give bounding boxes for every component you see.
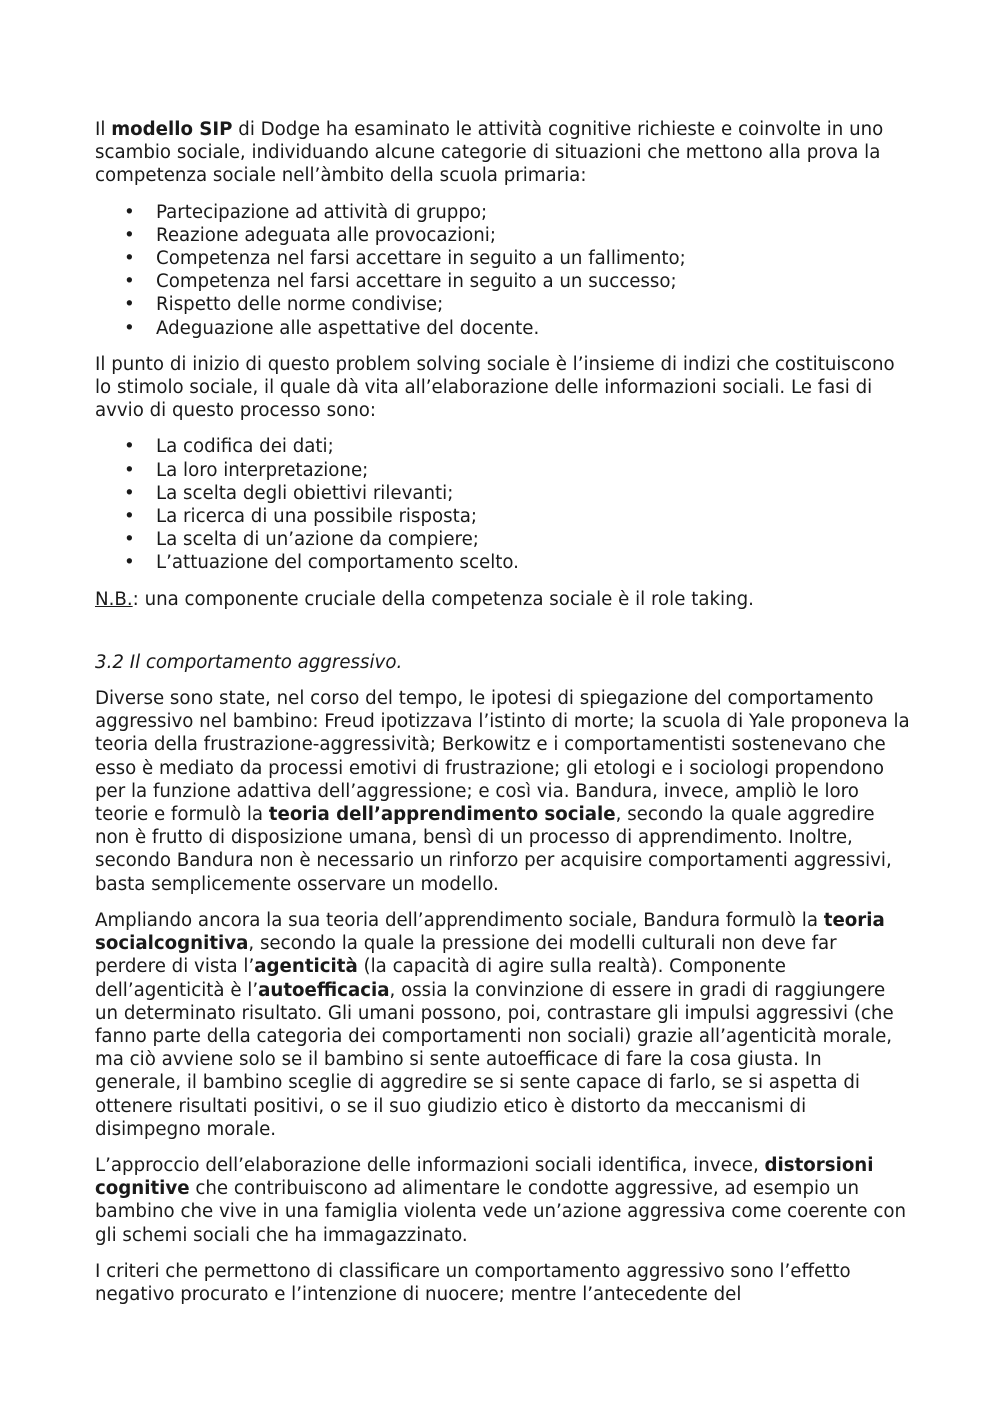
paragraph-sociocognitive: Ampliando ancora la sua teoria dell’apprendimento sociale, Bandura formulò la teoria socialcognitiva, secondo la quale la pressione dei modelli culturali non deve far perdere di vista l’agenticità (la capacità di agire sulla realtà). Componente dell’agenticità è l’autoefficacia, ossia la convinzione di essere in gradi di raggiungere un determinato risultato. Gli umani possono, poi, contrastare gli impulsi aggressivi (che fanno parte della categoria dei comportamenti non sociali) grazie all’agenticità morale, ma ciò avviene solo se il bambino si sente autoefficace di fare la cosa giusta. In generale, il bambino sceglie di aggredire se si sente capace di farlo, se si aspetta di ottenere risultati positivi, o se il suo giudizio etico è distorto da meccanismi di disimpegno morale. xyxy=(95,909,894,1140)
list-item: • Competenza nel farsi accettare in seguito a un successo; xyxy=(95,270,910,293)
document-page xyxy=(95,118,910,1319)
term-cognitive-distortions: distorsioni cognitive xyxy=(95,1154,874,1200)
list-item: • La codifica dei dati; xyxy=(95,435,910,458)
term-sociocognitive: teoria socialcognitiva xyxy=(95,909,885,955)
paragraph-cognitive-distortions: L’approccio dell’elaborazione delle informazioni sociali identifica, invece, distorsioni cognitive che contribuiscono ad alimentare le condotte aggressive, ad esempio un bambino che vive in una famiglia violenta vede un’azione aggressiva come coerente con gli schemi sociali che ha immagazzinato. xyxy=(95,1154,907,1246)
term-self-efficacy: autoefficacia xyxy=(258,979,390,1001)
list-item: • Partecipazione ad attività di gruppo; xyxy=(95,201,910,224)
list-item: • Reazione adeguata alle provocazioni; xyxy=(95,224,910,247)
paragraph-sip-model: Il modello SIP di Dodge ha esaminato le attività cognitive richieste e coinvolte in uno scambio sociale, individuando alcune categorie di situazioni che mettono alla prova la competenza sociale nell’àmbito della scuola primaria: xyxy=(95,119,884,187)
paragraph-criteria: I criteri che permettono di classificare un comportamento aggressivo sono l’effetto negativo procurato e l’intenzione di nuocere; mentre l’antecedente del xyxy=(95,1260,851,1305)
list-item: • La scelta degli obiettivi rilevanti; xyxy=(95,482,910,505)
paragraph-aggression-theories: Diverse sono state, nel corso del tempo, le ipotesi di spiegazione del comportamento aggressivo nel bambino: Freud ipotizzava l’istinto di morte; la scuola di Yale proponeva la teoria della frustrazione-aggressività; Berkowitz e i comportamentisti sostenevano che esso è mediato da processi emotivi di frustrazione; gli etologi e i sociologi propendono per la funzione adattiva dell’aggressione; e così via. Bandura, invece, ampliò le loro teorie e formulò la teoria dell’apprendimento sociale, secondo la quale aggredire non è frutto di disposizione umana, bensì di un processo di apprendimento. Inoltre, secondo Bandura non è necessario un rinforzo per acquisire comportamenti aggressivi, basta semplicemente osservare un modello. xyxy=(95,688,910,895)
section-heading: 3.2 Il comportamento aggressivo. xyxy=(95,651,403,673)
paragraph-nota-bene: N.B.: una componente cruciale della competenza sociale è il role taking. xyxy=(95,588,754,610)
nb-label: N.B. xyxy=(95,588,133,610)
list-item: • La scelta di un’azione da compiere; xyxy=(95,528,910,551)
list-item: • La loro interpretazione; xyxy=(95,459,910,482)
situations-list xyxy=(95,201,910,340)
list-item: • Rispetto delle norme condivise; xyxy=(95,293,910,316)
term-social-learning: teoria dell’apprendimento sociale xyxy=(268,804,616,826)
term-agency: agenticità xyxy=(254,956,358,978)
term-sip-model: modello SIP xyxy=(111,119,233,140)
phases-list xyxy=(95,435,910,574)
list-item: • La ricerca di una possibile risposta; xyxy=(95,505,910,528)
list-item: • Adeguazione alle aspettative del docente. xyxy=(95,317,910,340)
list-item: • L’attuazione del comportamento scelto. xyxy=(95,551,910,574)
paragraph-problem-solving: Il punto di inizio di questo problem solving sociale è l’insieme di indizi che costituiscono lo stimolo sociale, il quale dà vita all’elaborazione delle informazioni sociali. Le fasi di avvio di questo processo sono: xyxy=(95,353,895,422)
list-item: • Competenza nel farsi accettare in seguito a un fallimento; xyxy=(95,247,910,270)
